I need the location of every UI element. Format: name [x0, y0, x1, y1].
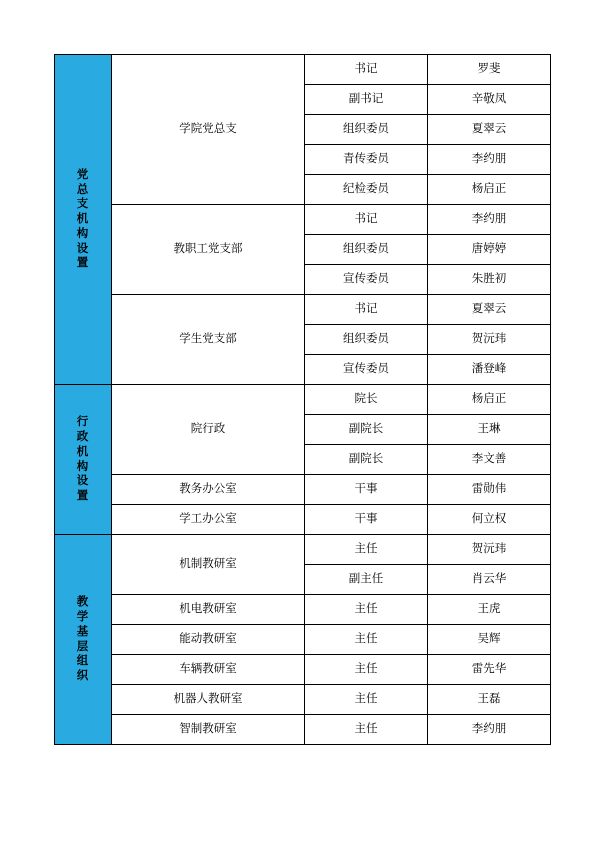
role-cell: 组织委员 — [305, 325, 428, 355]
category-label: 党总支机构设置 — [76, 168, 90, 270]
role-cell: 干事 — [305, 475, 428, 505]
unit-cell: 机电教研室 — [112, 595, 305, 625]
person-cell: 夏翠云 — [428, 295, 551, 325]
role-cell: 院长 — [305, 385, 428, 415]
table-row — [55, 385, 551, 415]
category-label: 教学基层组织 — [76, 596, 90, 682]
person-cell: 杨启正 — [428, 175, 551, 205]
role-cell: 组织委员 — [305, 115, 428, 145]
person-cell: 雷勋伟 — [428, 475, 551, 505]
role-cell: 纪检委员 — [305, 175, 428, 205]
person-cell: 罗斐 — [428, 55, 551, 85]
unit-cell: 能动教研室 — [112, 625, 305, 655]
table-row — [55, 715, 551, 745]
person-cell: 雷先华 — [428, 655, 551, 685]
category-label: 行政机构设置 — [76, 416, 90, 502]
role-cell: 书记 — [305, 295, 428, 325]
role-cell: 主任 — [305, 685, 428, 715]
role-cell: 宣传委员 — [305, 265, 428, 295]
person-cell: 王磊 — [428, 685, 551, 715]
person-cell: 吴辉 — [428, 625, 551, 655]
org-structure-table — [54, 54, 551, 745]
person-cell: 夏翠云 — [428, 115, 551, 145]
person-cell: 李约朋 — [428, 715, 551, 745]
role-cell: 副主任 — [305, 565, 428, 595]
role-cell: 干事 — [305, 505, 428, 535]
table-row — [55, 295, 551, 325]
role-cell: 副书记 — [305, 85, 428, 115]
table-row — [55, 535, 551, 565]
table-row — [55, 595, 551, 625]
person-cell: 杨启正 — [428, 385, 551, 415]
table-row — [55, 505, 551, 535]
person-cell: 贺沅玮 — [428, 325, 551, 355]
unit-cell: 院行政 — [112, 385, 305, 475]
table-row — [55, 625, 551, 655]
unit-cell: 机器人教研室 — [112, 685, 305, 715]
role-cell: 主任 — [305, 625, 428, 655]
person-cell: 唐婷婷 — [428, 235, 551, 265]
role-cell: 主任 — [305, 655, 428, 685]
table-row — [55, 685, 551, 715]
table-row — [55, 55, 551, 85]
table-row — [55, 205, 551, 235]
role-cell: 书记 — [305, 205, 428, 235]
person-cell: 潘登峰 — [428, 355, 551, 385]
table-body — [55, 55, 551, 745]
person-cell: 何立权 — [428, 505, 551, 535]
unit-cell: 教职工党支部 — [112, 205, 305, 295]
person-cell: 肖云华 — [428, 565, 551, 595]
org-structure-table-wrapper — [54, 54, 546, 745]
role-cell: 副院长 — [305, 415, 428, 445]
role-cell: 青传委员 — [305, 145, 428, 175]
unit-cell: 教务办公室 — [112, 475, 305, 505]
category-cell-admin — [55, 385, 112, 535]
person-cell: 王虎 — [428, 595, 551, 625]
role-cell: 主任 — [305, 535, 428, 565]
role-cell: 组织委员 — [305, 235, 428, 265]
person-cell: 贺沅玮 — [428, 535, 551, 565]
table-row — [55, 655, 551, 685]
unit-cell: 智制教研室 — [112, 715, 305, 745]
role-cell: 副院长 — [305, 445, 428, 475]
unit-cell: 车辆教研室 — [112, 655, 305, 685]
person-cell: 李文善 — [428, 445, 551, 475]
unit-cell: 学工办公室 — [112, 505, 305, 535]
person-cell: 辛敬凤 — [428, 85, 551, 115]
person-cell: 李约朋 — [428, 145, 551, 175]
unit-cell: 机制教研室 — [112, 535, 305, 595]
person-cell: 朱胜初 — [428, 265, 551, 295]
role-cell: 宣传委员 — [305, 355, 428, 385]
person-cell: 李约朋 — [428, 205, 551, 235]
role-cell: 书记 — [305, 55, 428, 85]
role-cell: 主任 — [305, 595, 428, 625]
table-row — [55, 475, 551, 505]
category-cell-teaching — [55, 535, 112, 745]
unit-cell: 学院党总支 — [112, 55, 305, 205]
category-cell-party — [55, 55, 112, 385]
person-cell: 王琳 — [428, 415, 551, 445]
unit-cell: 学生党支部 — [112, 295, 305, 385]
role-cell: 主任 — [305, 715, 428, 745]
